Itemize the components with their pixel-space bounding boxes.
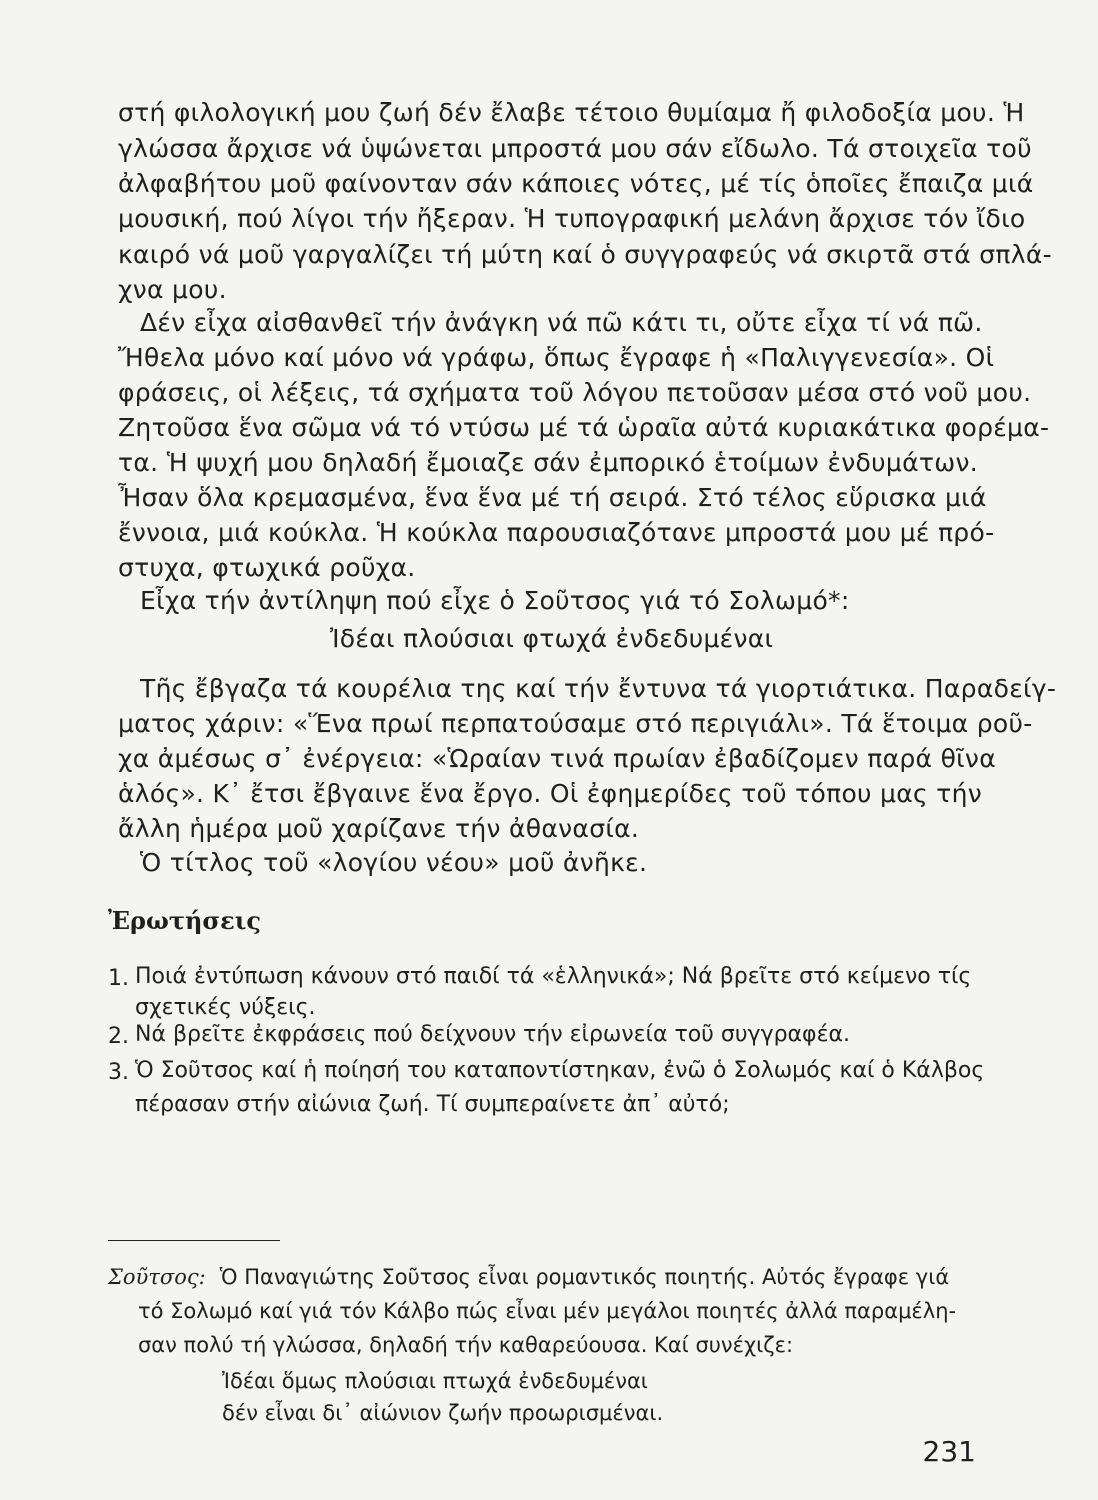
footnote-line: σαν πολύ τή γλώσσα, δηλαδή τήν καθαρεύουσα. Καί συνέχιζε:	[138, 1333, 794, 1357]
body-line: ἔννοια, μιά κούκλα. Ἡ κούκλα παρουσιαζότανε μπροστά μου μέ πρό-	[118, 518, 995, 547]
question-number: 3.	[108, 1060, 129, 1085]
question-line: σχετικές νύξεις.	[135, 995, 316, 1020]
body-line: ἁλός». Κ᾽ ἔτσι ἔβγαινε ἕνα ἔργο. Οἱ ἐφημερίδες τοῦ τόπου μας τήν	[118, 779, 983, 808]
questions-heading: Ἐρωτήσεις	[108, 906, 261, 935]
body-line: τα. Ἡ ψυχή μου δηλαδή ἔμοιαζε σάν ἐμπορικό ἑτοίμων ἐνδυμάτων.	[118, 448, 978, 477]
question-line: Ὁ Σοῦτσος καί ἡ ποίησή του καταποντίστηκαν, ἐνῶ ὁ Σολωμός καί ὁ Κάλβος	[135, 1058, 985, 1083]
footnote-verse: Ἰδέαι ὅμως πλούσιαι πτωχά ἐνδεδυμέναι	[222, 1369, 648, 1393]
question-number: 2.	[108, 1024, 129, 1049]
footnote-verse: δέν εἶναι δι᾽ αἰώνιον ζωήν προωρισμέναι.	[222, 1401, 664, 1425]
footnote-rule	[108, 1240, 280, 1241]
question-number: 1.	[108, 966, 129, 991]
body-line: χα ἀμέσως σ᾽ ἐνέργεια: «Ὡραίαν τινά πρωίαν ἐβαδίζομεν παρά θῖνα	[118, 744, 996, 773]
body-line: Ὁ τίτλος τοῦ «λογίου νέου» μοῦ ἀνῆκε.	[140, 848, 648, 877]
body-line: στυχα, φτωχικά ροῦχα.	[118, 553, 416, 582]
question-line: πέρασαν στήν αἰώνια ζωή. Τί συμπεραίνετε ἀπ᾽ αὐτό;	[135, 1092, 730, 1117]
question-line: Ποιά ἐντύπωση κάνουν στό παιδί τά «ἑλληνικά»; Νά βρεῖτε στό κείμενο τίς	[135, 964, 972, 989]
quote-line: Ἰδέαι πλούσιαι φτωχά ἐνδεδυμέναι	[330, 624, 774, 653]
body-line: ἀλφαβήτου μοῦ φαίνονταν σάν κάποιες νότες, μέ τίς ὁποῖες ἔπαιζα μιά	[118, 169, 1034, 198]
body-line: Ἤθελα μόνο καί μόνο νά γράφω, ὅπως ἔγραφε ἡ «Παλιγγενεσία». Οἱ	[118, 343, 995, 372]
question-line: Νά βρεῖτε ἐκφράσεις πού δείχνουν τήν εἰρωνεία τοῦ συγγραφέα.	[135, 1022, 850, 1047]
body-line: στή φιλολογική μου ζωή δέν ἔλαβε τέτοιο θυμίαμα ἤ φιλοδοξία μου. Ἡ	[118, 98, 1025, 127]
footnote-text: Ὁ Παναγιώτης Σοῦτσος εἶναι ρομαντικός ποιητής. Αὐτός ἔγραφε γιά	[219, 1265, 950, 1289]
body-line: μουσική, πού λίγοι τήν ἤξεραν. Ἡ τυπογραφική μελάνη ἄρχισε τόν ἴδιο	[118, 204, 1026, 233]
body-line: φράσεις, οἱ λέξεις, τά σχήματα τοῦ λόγου πετοῦσαν μέσα στό νοῦ μου.	[118, 378, 1032, 407]
body-line: Ζητοῦσα ἕνα σῶμα νά τό ντύσω μέ τά ὡραῖα αὐτά κυριακάτικα φορέμα-	[118, 413, 1050, 442]
footnote-line	[108, 1262, 949, 1292]
page-number: 231	[922, 1435, 976, 1468]
footnote-label: Σοῦτσος:	[108, 1265, 206, 1289]
body-line: Τῆς ἔβγαζα τά κουρέλια της καί τήν ἔντυνα τά γιορτιάτικα. Παραδείγ-	[140, 674, 1057, 703]
footnote-line: τό Σολωμό καί γιά τόν Κάλβο πώς εἶναι μέν μεγάλοι ποιητές ἀλλά παραμέλη-	[138, 1299, 957, 1323]
body-line: Δέν εἶχα αἰσθανθεῖ τήν ἀνάγκη νά πῶ κάτι τι, οὔτε εἶχα τί νά πῶ.	[140, 308, 983, 337]
body-line: χνα μου.	[118, 275, 227, 304]
body-line: καιρό νά μοῦ γαργαλίζει τή μύτη καί ὁ συγγραφεύς νά σκιρτᾶ στά σπλά-	[118, 240, 1052, 269]
body-line: Ἦσαν ὅλα κρεμασμένα, ἕνα ἕνα μέ τή σειρά. Στό τέλος εὕρισκα μιά	[118, 483, 987, 512]
body-line: ματος χάριν: «Ἕνα πρωί περπατούσαμε στό περιγιάλι». Τά ἕτοιμα ροῦ-	[118, 709, 1033, 738]
body-line: ἄλλη ἡμέρα μοῦ χαρίζανε τήν ἀθανασία.	[118, 814, 640, 843]
body-line: Εἶχα τήν ἀντίληψη πού εἶχε ὁ Σοῦτσος γιά τό Σολωμό*:	[140, 586, 850, 615]
body-line: γλώσσα ἄρχισε νά ὑψώνεται μπροστά μου σάν εἴδωλο. Τά στοιχεῖα τοῦ	[118, 134, 1032, 163]
